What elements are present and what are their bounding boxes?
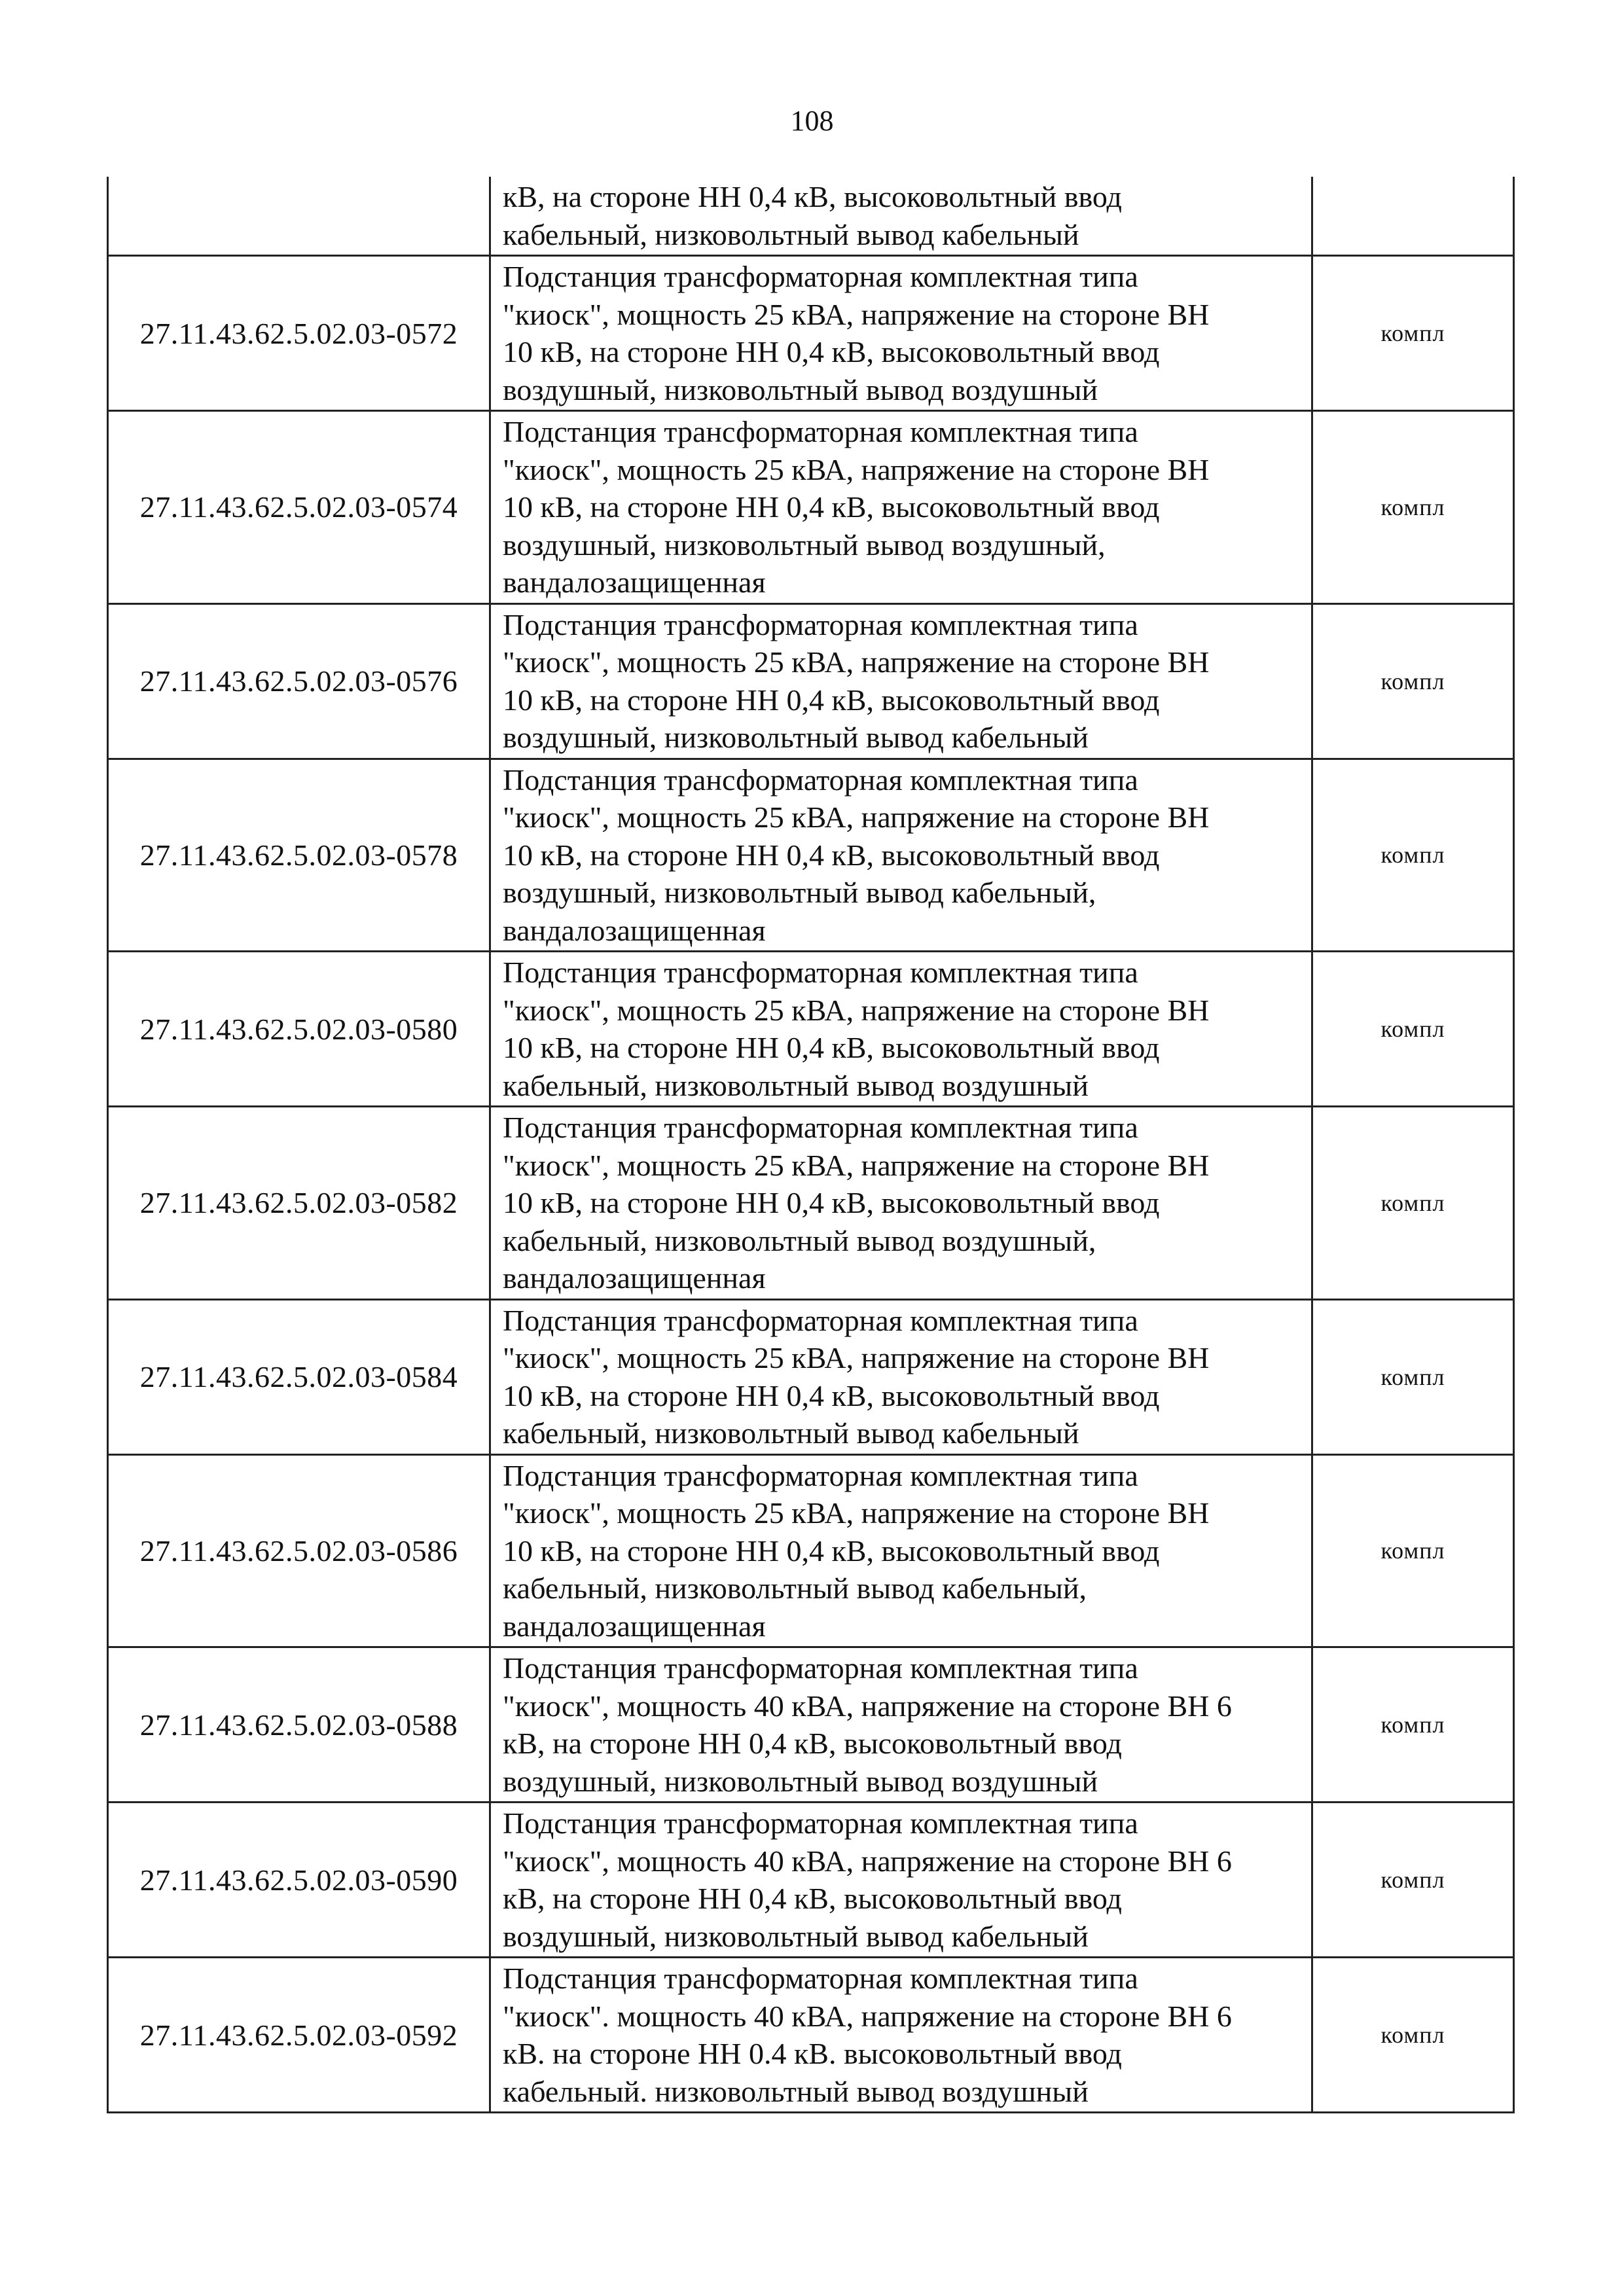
description-line: "киоск", мощность 25 кВА, напряжение на стороне ВН [503,1341,1210,1374]
resource-code-cell: 27.11.43.62.5.02.03-0574 [108,411,490,604]
resource-code-cell: 27.11.43.62.5.02.03-0592 [108,1958,490,2113]
unit-cell: компл [1312,1299,1514,1454]
resource-description-cell [490,256,1312,411]
description-line: "киоск", мощность 25 кВА, напряжение на стороне ВН [503,993,1210,1027]
resource-description-cell [490,603,1312,759]
description-line: Подстанция трансформаторная комплектная типа [503,1806,1138,1840]
resource-code-cell: 27.11.43.62.5.02.03-0588 [108,1647,490,1803]
description-line: Подстанция трансформаторная комплектная типа [503,415,1138,448]
description-line: "киоск", мощность 40 кВА, напряжение на стороне ВН 6 [503,1844,1232,1878]
description-line: 10 кВ, на стороне НН 0,4 кВ, высоковольтный ввод [503,1534,1160,1568]
table-row [108,603,1514,759]
resource-code-cell: 27.11.43.62.5.02.03-0580 [108,952,490,1107]
description-line: кВ. на стороне НН 0.4 кВ. высоковольтный ввод [503,2037,1122,2070]
table-row [108,411,1514,604]
description-line: вандалозащищенная [503,913,766,947]
resource-code-cell: 27.11.43.62.5.02.03-0578 [108,759,490,952]
unit-cell: компл [1312,1454,1514,1647]
description-line: "киоск", мощность 25 кВА, напряжение на стороне ВН [503,1496,1210,1530]
description-line: 10 кВ, на стороне НН 0,4 кВ, высоковольтный ввод [503,335,1160,368]
resource-code-cell: 27.11.43.62.5.02.03-0586 [108,1454,490,1647]
description-line: воздушный, низковольтный вывод кабельный, [503,876,1096,909]
resource-code-cell: 27.11.43.62.5.02.03-0584 [108,1299,490,1454]
description-line: Подстанция трансформаторная комплектная типа [503,762,1138,797]
description-line: воздушный, низковольтный вывод воздушный [503,372,1098,406]
description-line: кВ, на стороне НН 0,4 кВ, высоковольтный ввод [503,1882,1122,1915]
description-line: Подстанция трансформаторная комплектная типа [503,1962,1138,1995]
description-line: "киоск", мощность 25 кВА, напряжение на стороне ВН [503,800,1210,834]
resource-description-cell [490,177,1312,256]
description-line: кабельный. низковольтный вывод воздушный [503,2074,1089,2108]
resource-code-cell: 27.11.43.62.5.02.03-0572 [108,256,490,411]
unit-cell: компл [1312,1803,1514,1958]
description-line: 10 кВ, на стороне НН 0,4 кВ, высоковольтный ввод [503,1186,1160,1219]
resource-code-cell: 27.11.43.62.5.02.03-0582 [108,1107,490,1300]
description-line: "киоск", мощность 25 кВА, напряжение на стороне ВН [503,452,1210,486]
table-row [108,1647,1514,1803]
resource-code-cell [108,177,490,256]
unit-cell: компл [1312,1958,1514,2113]
description-line: "киоск". мощность 40 кВА, напряжение на стороне ВН 6 [503,1999,1232,2033]
description-line: 10 кВ, на стороне НН 0,4 кВ, высоковольтный ввод [503,683,1160,717]
unit-cell [1312,177,1514,256]
description-line: Подстанция трансформаторная комплектная типа [503,1303,1138,1337]
description-line: "киоск", мощность 40 кВА, напряжение на стороне ВН 6 [503,1689,1232,1723]
unit-cell: компл [1312,1647,1514,1803]
resource-description-cell [490,952,1312,1107]
description-line: "киоск", мощность 25 кВА, напряжение на стороне ВН [503,645,1210,679]
description-line: Подстанция трансформаторная комплектная типа [503,260,1138,293]
description-line: кабельный, низковольтный вывод кабельный [503,1416,1079,1450]
resource-description-cell [490,759,1312,952]
description-line: "киоск", мощность 25 кВА, напряжение на стороне ВН [503,297,1210,331]
description-line: кВ, на стороне НН 0,4 кВ, высоковольтный ввод [503,180,1122,213]
table-row [108,952,1514,1107]
unit-cell: компл [1312,759,1514,952]
resource-description-cell [490,1647,1312,1803]
resource-code-cell: 27.11.43.62.5.02.03-0590 [108,1803,490,1958]
resource-description-cell [490,1454,1312,1647]
table-row [108,1107,1514,1300]
description-line: Подстанция трансформаторная комплектная типа [503,1458,1138,1492]
description-line: "киоск", мощность 25 кВА, напряжение на стороне ВН [503,1148,1210,1182]
description-line: 10 кВ, на стороне НН 0,4 кВ, высоковольтный ввод [503,838,1160,872]
description-line: кабельный, низковольтный вывод воздушный, [503,1223,1096,1257]
resource-description-cell [490,1107,1312,1300]
description-line: кабельный, низковольтный вывод кабельный [503,217,1079,251]
page-number: 108 [790,105,834,137]
description-line: 10 кВ, на стороне НН 0,4 кВ, высоковольтный ввод [503,1378,1160,1412]
description-line: вандалозащищенная [503,1261,766,1295]
description-line: Подстанция трансформаторная комплектная типа [503,1651,1138,1685]
description-line: Подстанция трансформаторная комплектная типа [503,1111,1138,1144]
table-body [108,177,1514,2113]
description-line: кВ, на стороне НН 0,4 кВ, высоковольтный ввод [503,1727,1122,1760]
description-line: вандалозащищенная [503,1609,766,1643]
unit-cell: компл [1312,1107,1514,1300]
description-line: вандалозащищенная [503,565,766,599]
resource-description-cell [490,1299,1312,1454]
description-line: 10 кВ, на стороне НН 0,4 кВ, высоковольтный ввод [503,490,1160,524]
description-line: воздушный, низковольтный вывод воздушный [503,1764,1098,1798]
description-line: Подстанция трансформаторная комплектная типа [503,607,1138,641]
unit-cell: компл [1312,256,1514,411]
description-line: воздушный, низковольтный вывод кабельный [503,721,1089,754]
description-line: кабельный, низковольтный вывод кабельный, [503,1571,1087,1605]
table-row [108,759,1514,952]
table-row [108,1454,1514,1647]
unit-cell: компл [1312,603,1514,759]
resource-description-cell [490,1803,1312,1958]
table-row [108,1958,1514,2113]
unit-cell: компл [1312,411,1514,604]
resource-code-cell: 27.11.43.62.5.02.03-0576 [108,603,490,759]
description-line: кабельный, низковольтный вывод воздушный [503,1068,1089,1102]
description-line: Подстанция трансформаторная комплектная типа [503,956,1138,989]
table-row [108,1299,1514,1454]
resource-description-cell [490,1958,1312,2113]
table-row [108,1803,1514,1958]
table-row [108,177,1514,256]
description-line: воздушный, низковольтный вывод кабельный [503,1919,1089,1953]
description-line: воздушный, низковольтный вывод воздушный, [503,528,1106,562]
resource-description-cell [490,411,1312,604]
unit-cell: компл [1312,952,1514,1107]
table-row [108,256,1514,411]
description-line: 10 кВ, на стороне НН 0,4 кВ, высоковольтный ввод [503,1031,1160,1064]
resource-table [107,177,1515,2113]
